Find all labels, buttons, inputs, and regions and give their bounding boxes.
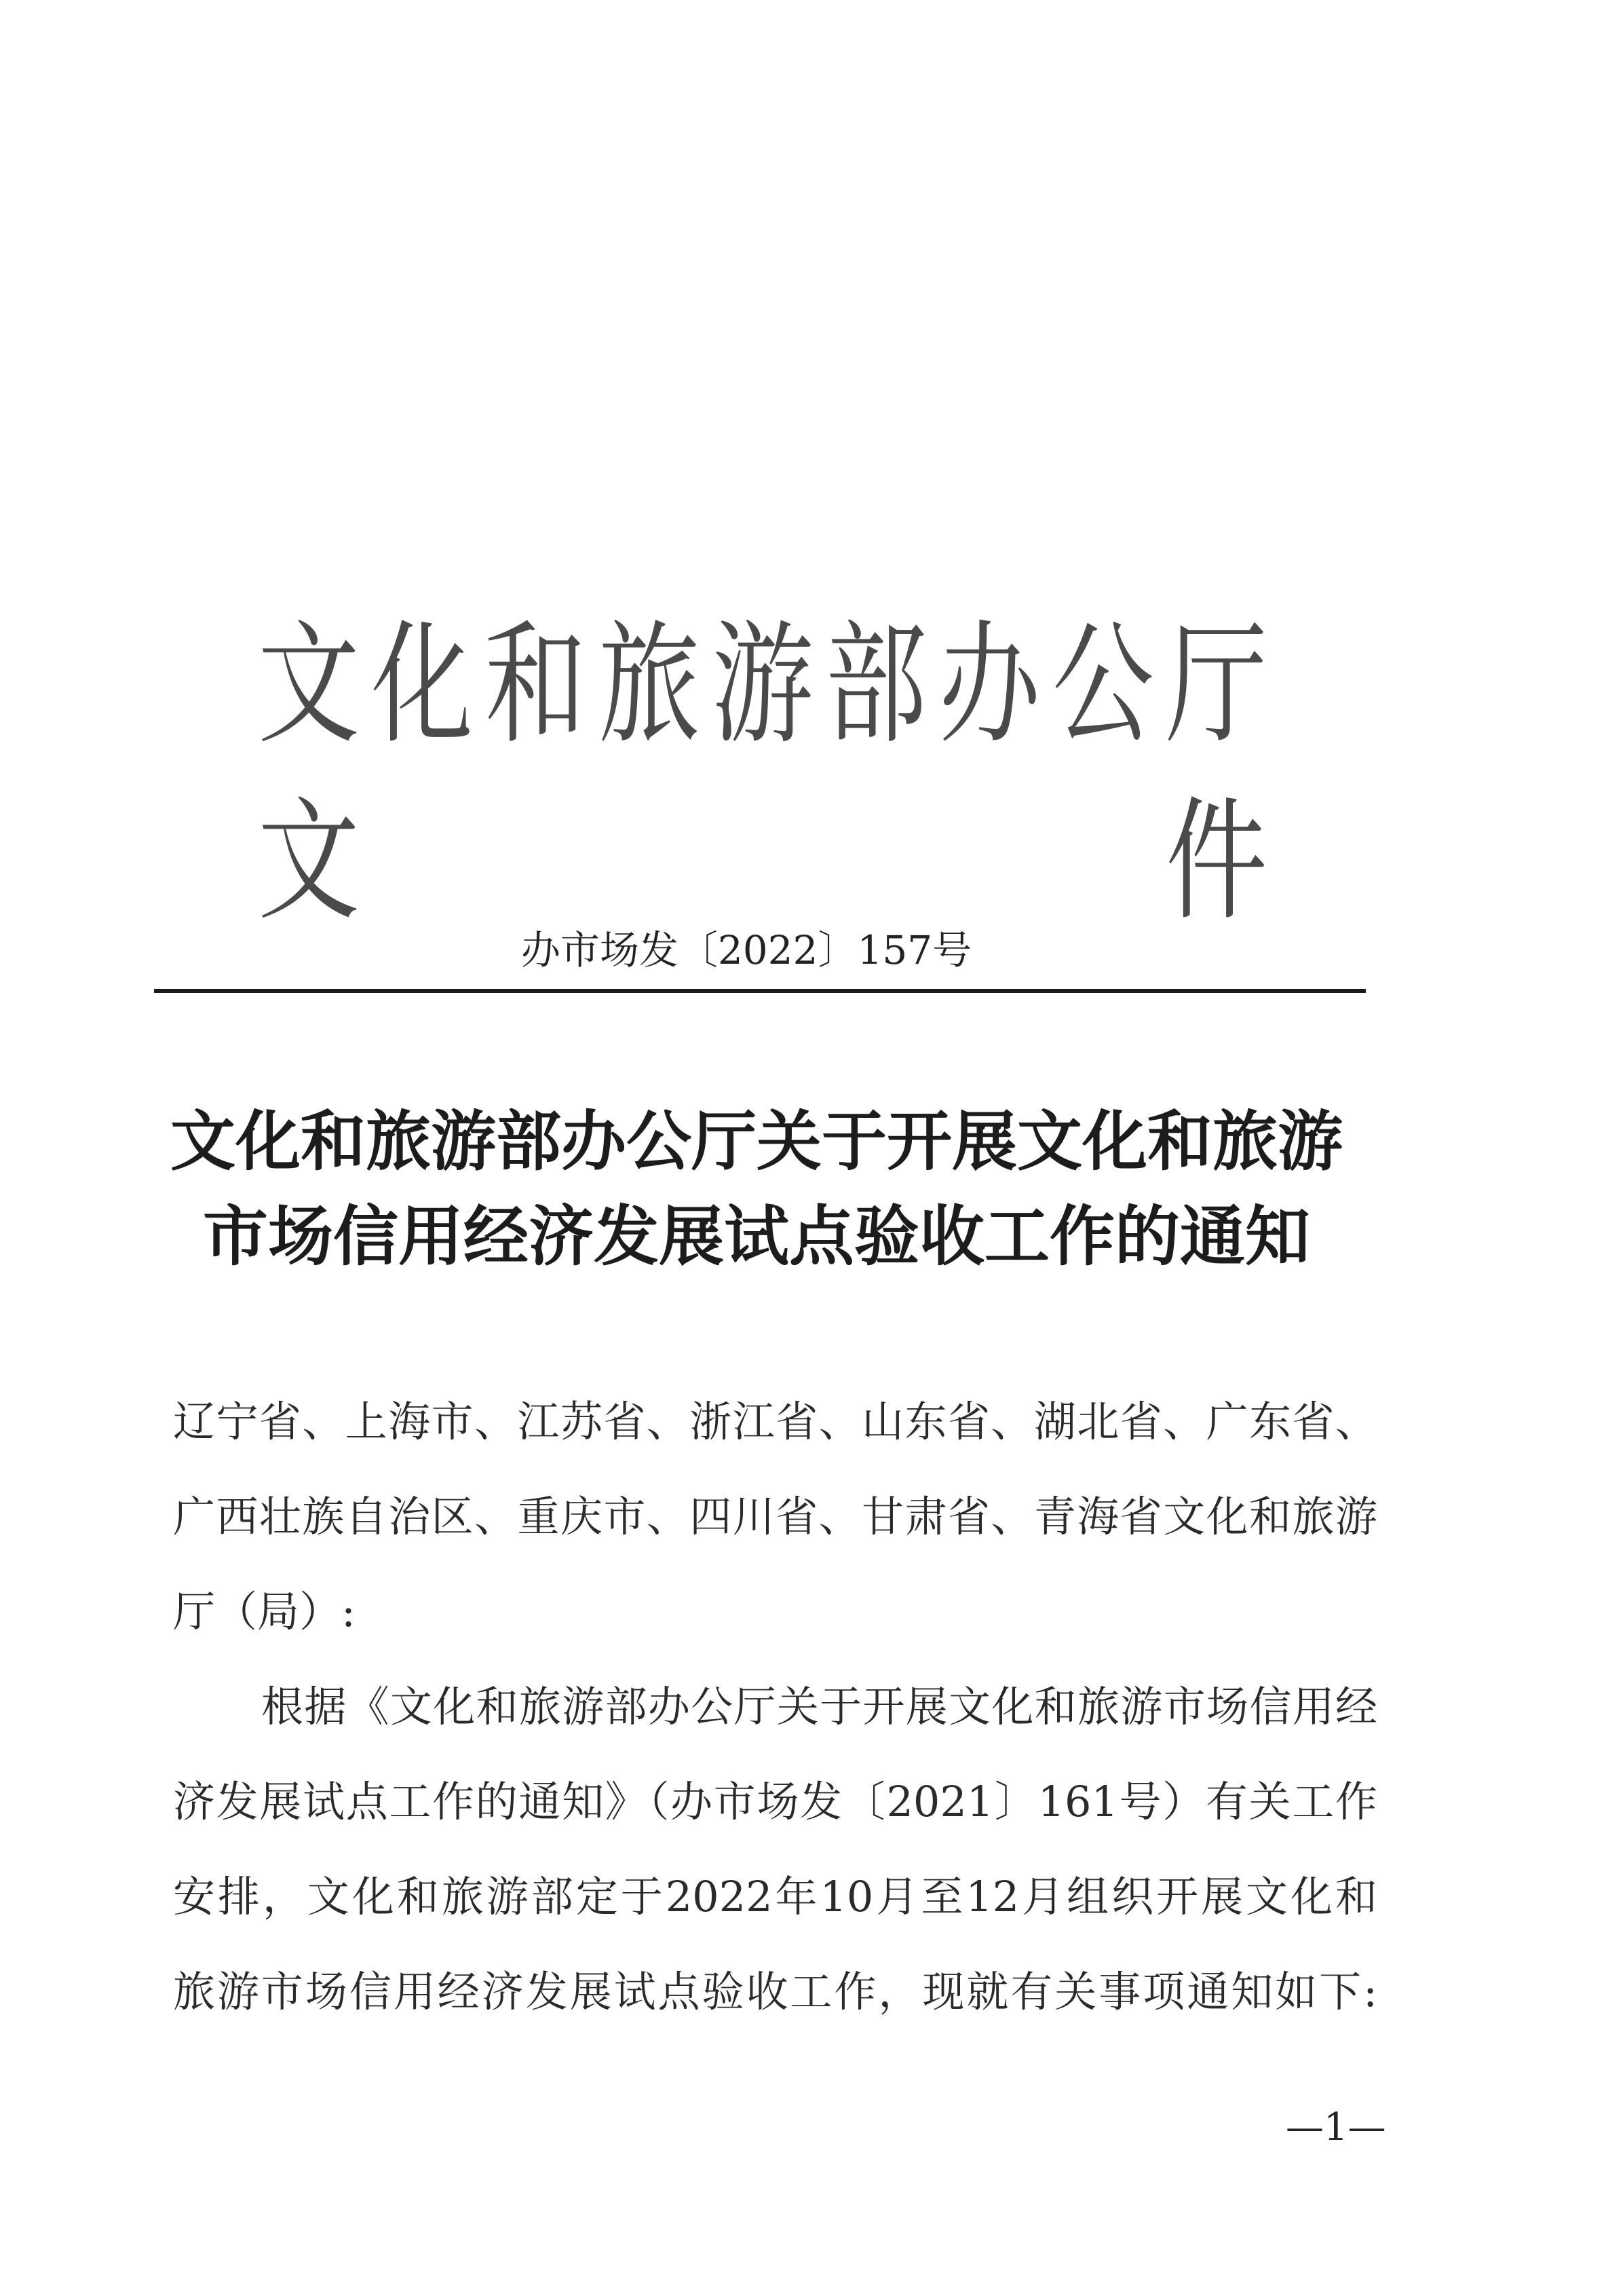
notice-title-line-1: 文化和旅游部办公厅关于开展文化和旅游 xyxy=(170,1103,1343,1180)
document-number: 办市场发〔2022〕157号 xyxy=(520,927,972,973)
body-paragraph-line-4: 旅游市场信用经济发展试点验收工作，现就有关事项通知如下: xyxy=(173,1967,1377,2016)
addressee-line-1: 辽宁省、上海市、江苏省、浙江省、山东省、湖北省、广东省、 xyxy=(173,1397,1377,1446)
body-paragraph-line-3: 安排，文化和旅游部定于2022年10月至12月组织开展文化和 xyxy=(173,1872,1377,1921)
addressee-line-2: 广西壮族自治区、重庆市、四川省、甘肃省、青海省文化和旅游 xyxy=(173,1492,1377,1541)
notice-title-line-2: 市场信用经济发展试点验收工作的通知 xyxy=(203,1198,1310,1275)
issuer-header-title: 文化和旅游部办公厅文件 xyxy=(258,608,1269,939)
page-number: —1— xyxy=(1286,2105,1386,2149)
addressee-line-3: 厅（局）: xyxy=(173,1587,356,1636)
body-paragraph-line-1: 根据《文化和旅游部办公厅关于开展文化和旅游市场信用经 xyxy=(261,1682,1377,1731)
body-paragraph-line-2: 济发展试点工作的通知》（办市场发〔2021〕161号）有关工作 xyxy=(173,1777,1377,1826)
header-divider-rule xyxy=(154,989,1366,993)
